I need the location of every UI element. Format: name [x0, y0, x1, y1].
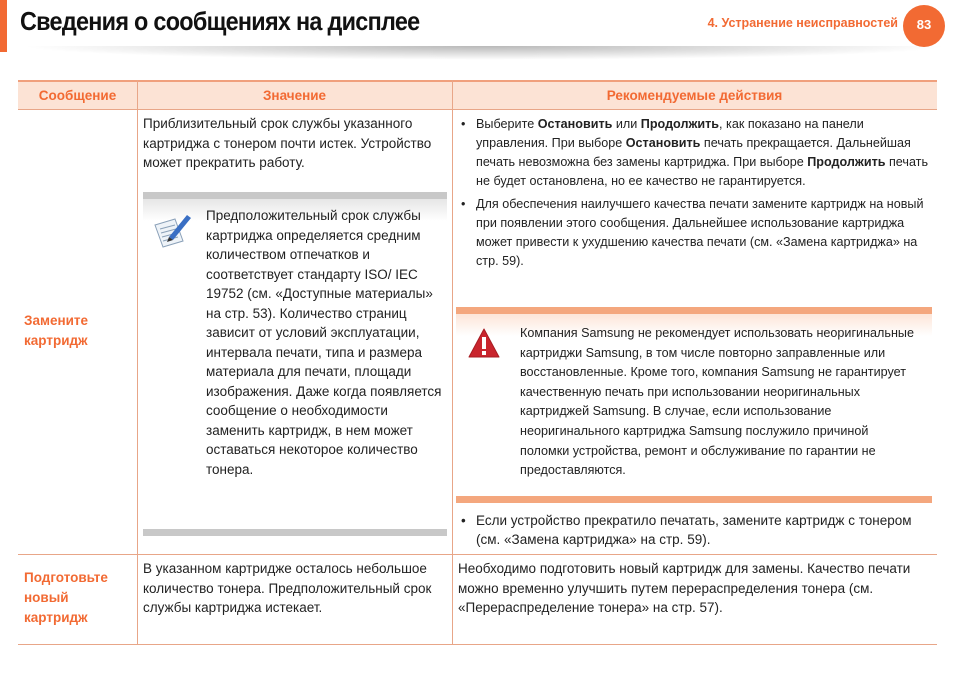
action-bullet	[458, 115, 928, 191]
meaning-text: Приблизительный срок службы указанного картриджа с тонером почти истек. Устройство может прекратить работу.	[143, 116, 432, 170]
accent-bar	[0, 0, 7, 52]
action-bullet: • Если устройство прекратило печатать, замените картридж с тонером (см. «Замена картриджа» на стр. 59).	[458, 511, 928, 549]
page-title: Сведения о сообщениях на дисплее	[20, 6, 420, 36]
divider	[18, 554, 937, 555]
messages-table	[18, 80, 937, 645]
note-pencil-icon	[153, 211, 193, 249]
header-divider	[20, 46, 950, 60]
text: , как показано на панели управления. При выборе	[476, 117, 864, 150]
chapter-link[interactable]: 4. Устранение неисправностей	[707, 16, 898, 30]
note-box	[143, 192, 447, 536]
message-line: картридж	[24, 333, 88, 348]
message-line: картридж	[24, 610, 88, 625]
message-replace-cartridge	[24, 311, 88, 351]
col-header-meaning: Значение	[137, 80, 452, 110]
text: Выберите	[476, 117, 538, 131]
action-bullet: • Для обеспечения наилучшего качества печати замените картридж на новый при появлении этого сообщения. Дальнейшее использование картриджа может привести к ухудшению качества печати (см. «Замена картриджа» на стр. 59).	[458, 195, 928, 271]
stop-label: Остановить	[625, 136, 701, 150]
actions-list	[458, 115, 928, 271]
continue-label: Продолжить	[807, 155, 886, 169]
divider	[137, 80, 138, 644]
message-line: Подготовьте	[24, 570, 108, 585]
text: печать прекращается. Дальнейшая печать невозможна без замены картриджа. При выборе	[476, 136, 911, 169]
stop-label: Остановить	[537, 117, 613, 131]
col-header-message: Сообщение	[18, 80, 137, 110]
warning-icon	[468, 328, 500, 358]
text: или	[612, 117, 641, 131]
meaning-text: В указанном картридже осталось небольшое количество тонера. Предположительный срок службы картриджа истекает.	[143, 561, 432, 615]
continue-label: Продолжить	[640, 117, 720, 131]
col-header-actions: Рекомендуемые действия	[452, 80, 937, 110]
warning-box	[456, 307, 932, 503]
page-number: 83	[903, 5, 945, 47]
message-line: Замените	[24, 313, 89, 328]
warning-text: Компания Samsung не рекомендует использовать неоригинальные картриджи Samsung, в том числе повторно заправленные или восстановленные. Кроме того, компания Samsung не гарантирует качественную печать при использовании неоригинальных картриджей Samsung. В случае, если использование неоригинального картриджа Samsung послужило причиной поломки устройства, ремонт и обслуживание по гарантии не предоставляются.	[520, 326, 914, 478]
note-text: Предположительный срок службы картриджа определяется средним количеством отпечатков и соответствует стандарту ISO/ IEC 19752 (см. «Доступные материалы» на стр. 53). Количество страниц зависит от условий эксплуатации, интервала печати, типа и размера материала для печати, площади изображения. Даже когда появляется сообщение о необходимости заменить картридж, в нем может оставаться некоторое количество тонера.	[206, 208, 442, 477]
action-text: Необходимо подготовить новый картридж для замены. Качество печати можно временно улучшить путем перераспределения тонера (см. «Перераспределение тонера» на стр. 57).	[458, 561, 911, 615]
text: печать не будет остановлена, но ее качество не гарантируется.	[476, 155, 929, 188]
divider	[452, 80, 453, 644]
message-line: новый	[24, 590, 69, 605]
message-prepare-cartridge	[24, 568, 108, 628]
actions-list	[458, 511, 928, 549]
